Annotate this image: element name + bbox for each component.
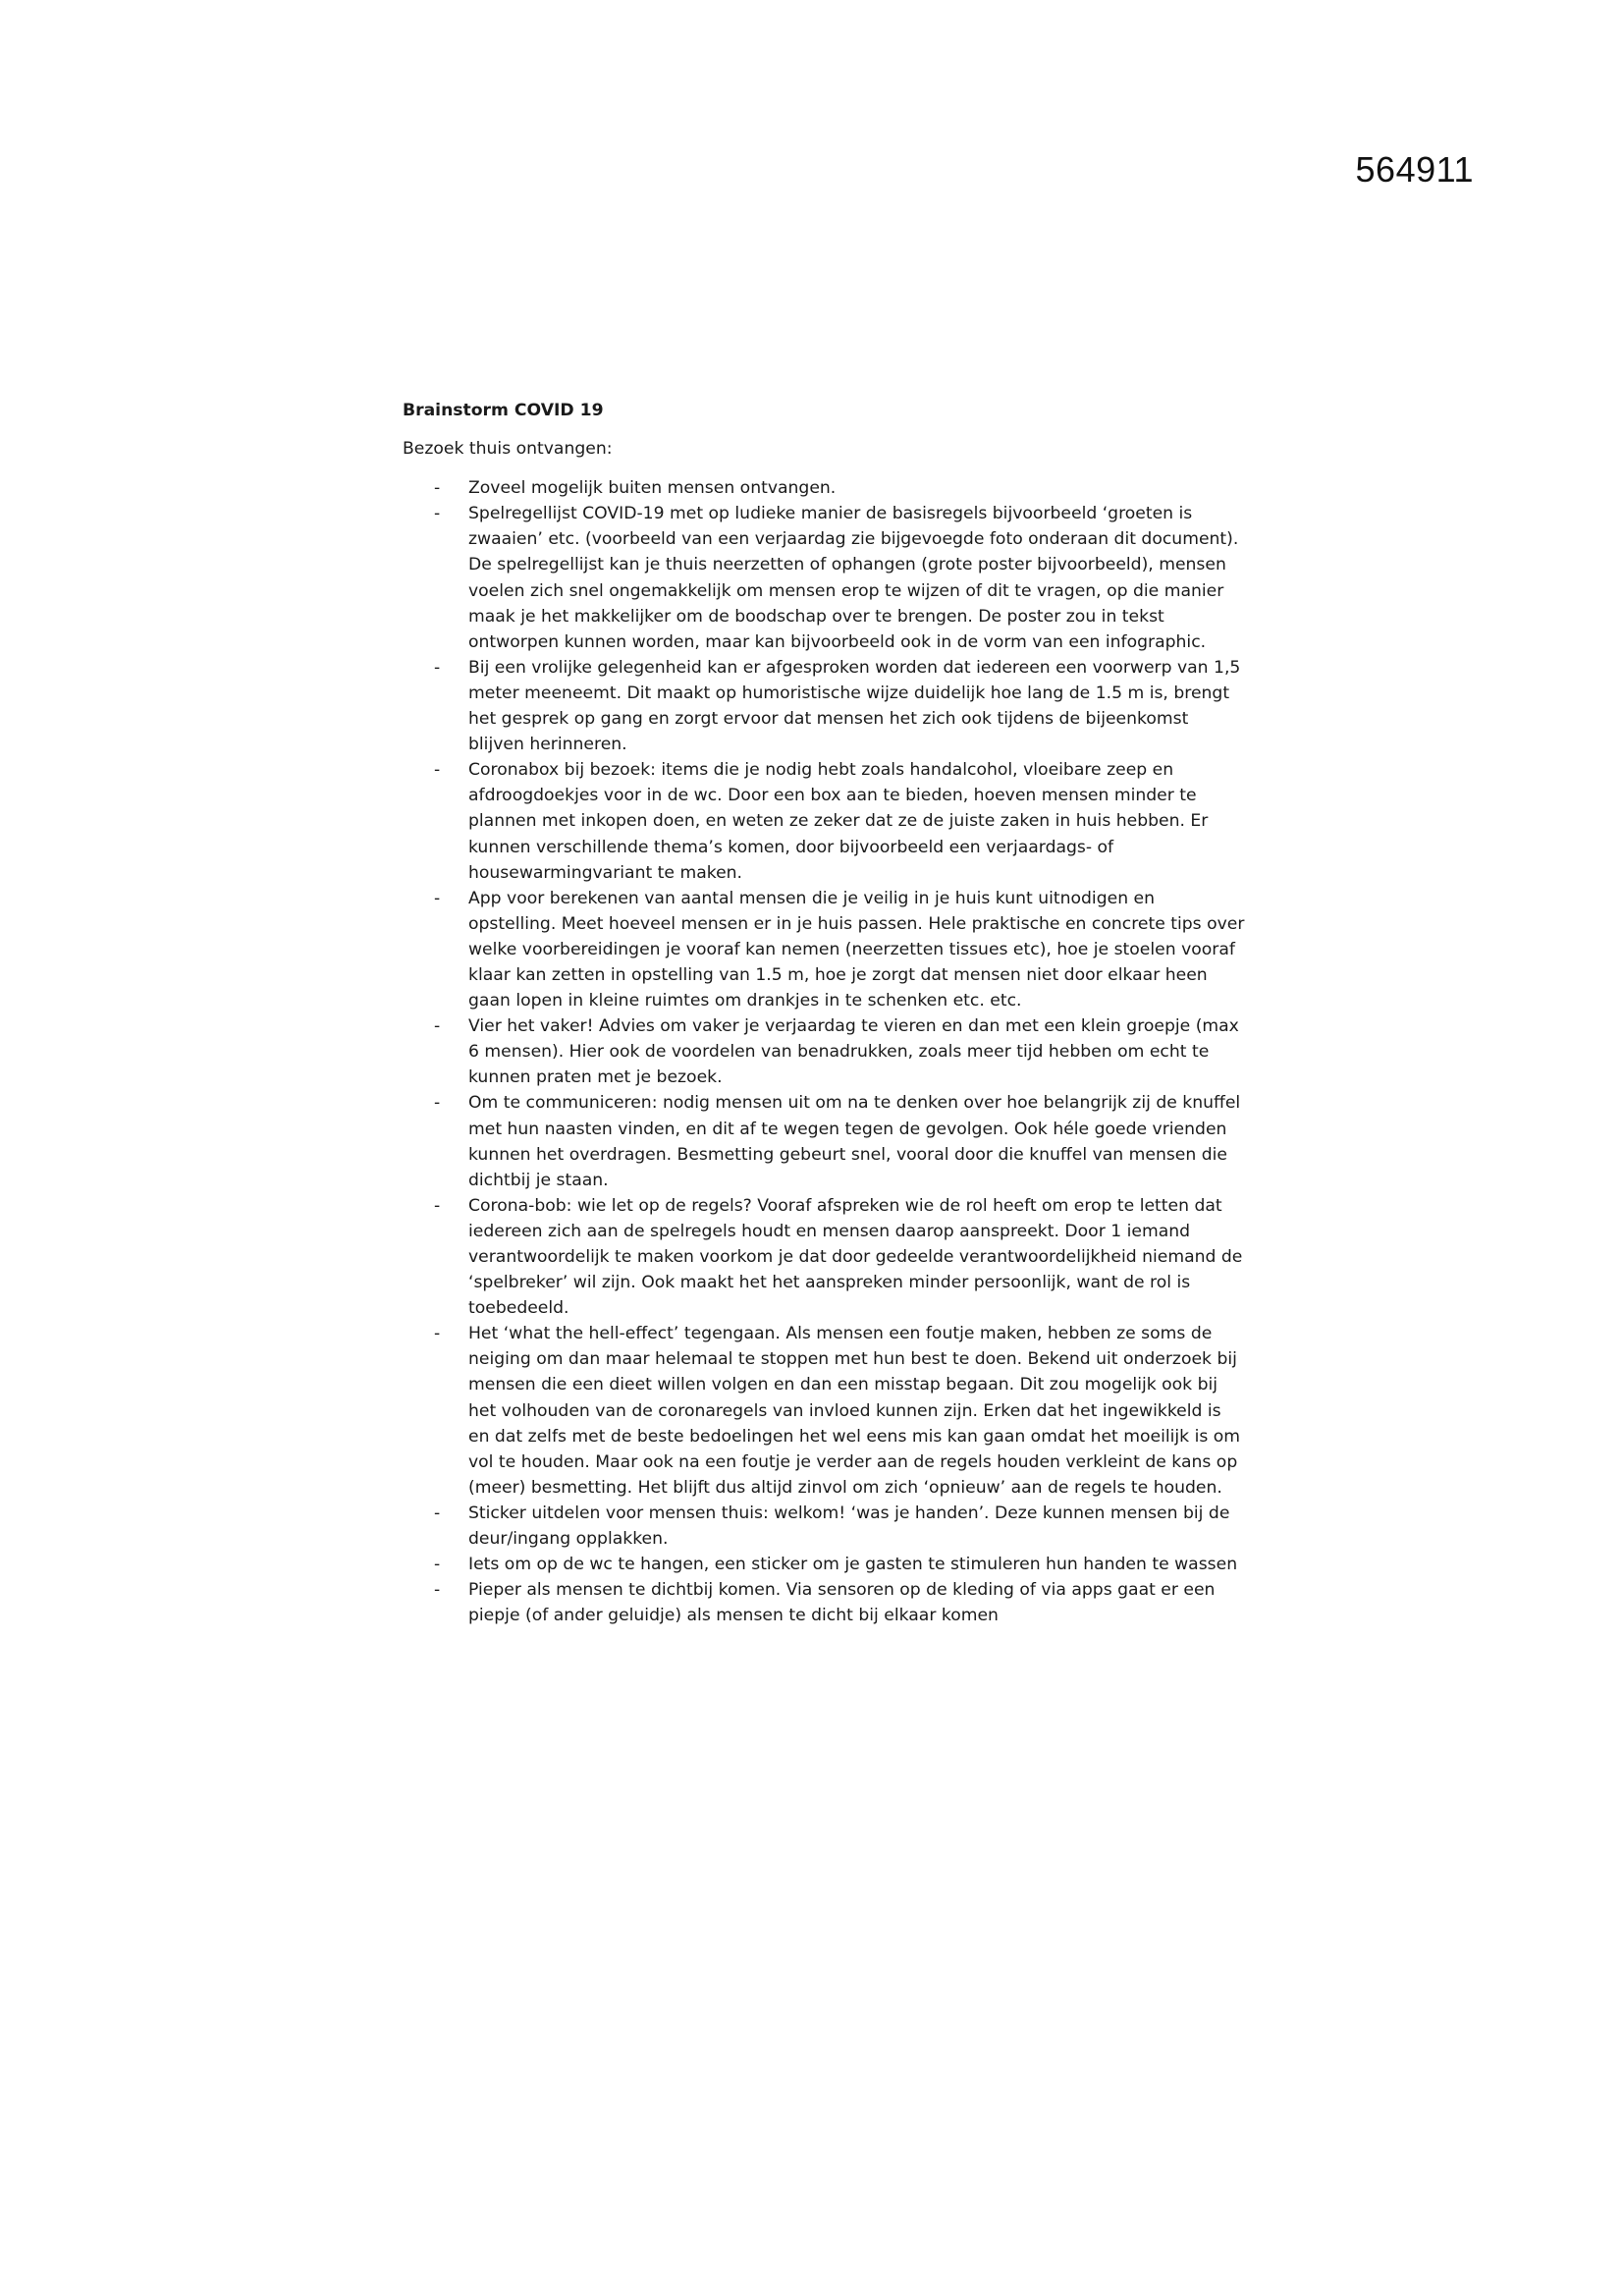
bullet-dash: -: [434, 1195, 441, 1216]
list-item: [403, 475, 1247, 501]
bullet-dash: -: [434, 504, 441, 524]
list-item-text: Vier het vaker! Advies om vaker je verjaardag te vieren en dan met een klein groepje (max 6 mensen). Hier ook de voordelen van benadrukken, zoals meer tijd hebben om echt te kunnen praten met je bezoek.: [468, 1016, 1239, 1088]
section-heading: Bezoek thuis ontvangen:: [403, 439, 613, 460]
list-item: [403, 501, 1247, 655]
document-title: Brainstorm COVID 19: [403, 401, 604, 420]
bullet-dash: -: [434, 888, 441, 908]
list-item: [403, 1090, 1247, 1192]
list-item-text: App voor berekenen van aantal mensen die je veilig in je huis kunt uitnodigen en opstelling. Meet hoeveel mensen er in je huis passen. Hele praktische en concrete tips over welke voorbereidingen je vooraf kan nemen (neerzetten tissues etc), hoe je stoelen vooraf klaar kan zetten in opstelling van 1.5 m, hoe je zorgt dat mensen niet door elkaar heen gaan lopen in kleine ruimtes om drankjes in te schenken etc. etc.: [468, 888, 1245, 1011]
list-item-text: Corona-bob: wie let op de regels? Vooraf afspreken wie de rol heeft om erop te letten dat iedereen zich aan de spelregels houdt en mensen daarop aanspreekt. Door 1 iemand verantwoordelijk te maken voorkom je dat door gedeelde verantwoordelijkheid niemand de ‘spelbreker’ wil zijn. Ook maakt het het aanspreken minder persoonlijk, want de rol is toebedeeld.: [468, 1195, 1243, 1319]
bullet-dash: -: [434, 1016, 441, 1037]
list-item-text: Bij een vrolijke gelegenheid kan er afgesproken worden dat iedereen een voorwerp van 1,5 meter meeneemt. Dit maakt op humoristische wijze duidelijk hoe lang de 1.5 m is, brengt het gesprek op gang en zorgt ervoor dat mensen het zich ook tijdens de bijeenkomst blijven herinneren.: [468, 657, 1241, 755]
list-item-text: Om te communiceren: nodig mensen uit om na te denken over hoe belangrijk zij de knuffel met hun naasten vinden, en dit af te wegen tegen de gevolgen. Ook héle goede vrienden kunnen het overdragen. Besmetting gebeurt snel, vooral door die knuffel van mensen die dichtbij je staan.: [468, 1093, 1241, 1190]
list-item-text: Pieper als mensen te dichtbij komen. Via sensoren op de kleding of via apps gaat er een piepje (of ander geluidje) als mensen te dicht bij elkaar komen: [468, 1580, 1216, 1626]
list-item: [403, 1193, 1247, 1321]
bullet-dash: -: [434, 657, 441, 678]
list-item: [403, 1013, 1247, 1090]
bullet-dash: -: [434, 1555, 441, 1575]
bullet-dash: -: [434, 760, 441, 781]
bullet-dash: -: [434, 1093, 441, 1114]
list-item-text: Coronabox bij bezoek: items die je nodig hebt zoals handalcohol, vloeibare zeep en afdroogdoekjes voor in de wc. Door een box aan te bieden, hoeven mensen minder te plannen met inkopen doen, en weten ze zeker dat ze de juiste zaken in huis hebben. Er kunnen verschillende thema’s komen, door bijvoorbeeld een verjaardags- of housewarmingvariant te maken.: [468, 760, 1209, 883]
bullet-dash: -: [434, 478, 441, 499]
list-item: [403, 1552, 1247, 1577]
list-item: [403, 757, 1247, 885]
list-item: [403, 1577, 1247, 1628]
bullet-list: [403, 475, 1247, 1628]
page-number: 564911: [1355, 149, 1474, 190]
list-item-text: Iets om op de wc te hangen, een sticker om je gasten te stimuleren hun handen te wassen: [468, 1555, 1238, 1575]
list-item-text: Het ‘what the hell-effect’ tegengaan. Als mensen een foutje maken, hebben ze soms de neiging om dan maar helemaal te stoppen met hun best te doen. Bekend uit onderzoek bij mensen die een dieet willen volgen en dan een misstap begaan. Dit zou mogelijk ook bij het volhouden van de coronaregels van invloed kunnen zijn. Erken dat het ingewikkeld is en dat zelfs met de beste bedoelingen het wel eens mis kan gaan omdat het moeilijk is om vol te houden. Maar ook na een foutje je verder aan de regels houden verkleint de kans op (meer) besmetting. Het blijft dus altijd zinvol om zich ‘opnieuw’ aan de regels te houden.: [468, 1324, 1241, 1498]
bullet-dash: -: [434, 1503, 441, 1523]
list-item-text: Spelregellijst COVID-19 met op ludieke manier de basisregels bijvoorbeeld ‘groeten is zwaaien’ etc. (voorbeeld van een verjaardag zie bijgevoegde foto onderaan dit document). De spelregellijst kan je thuis neerzetten of ophangen (grote poster bijvoorbeeld), mensen voelen zich snel ongemakkelijk om mensen erop te wijzen of dit te vragen, op die manier maak je het makkelijker om de boodschap over te brengen. De poster zou in tekst ontworpen kunnen worden, maar kan bijvoorbeeld ook in de vorm van een infographic.: [468, 504, 1239, 652]
bullet-dash: -: [434, 1324, 441, 1344]
list-item: [403, 1321, 1247, 1501]
list-item: [403, 655, 1247, 757]
list-item-text: Sticker uitdelen voor mensen thuis: welkom! ‘was je handen’. Deze kunnen mensen bij de deur/ingang opplakken.: [468, 1503, 1230, 1550]
bullet-dash: -: [434, 1580, 441, 1601]
list-item: [403, 1501, 1247, 1552]
list-item-text: Zoveel mogelijk buiten mensen ontvangen.: [468, 478, 837, 499]
document-body: [403, 398, 1247, 1628]
list-item: [403, 886, 1247, 1013]
